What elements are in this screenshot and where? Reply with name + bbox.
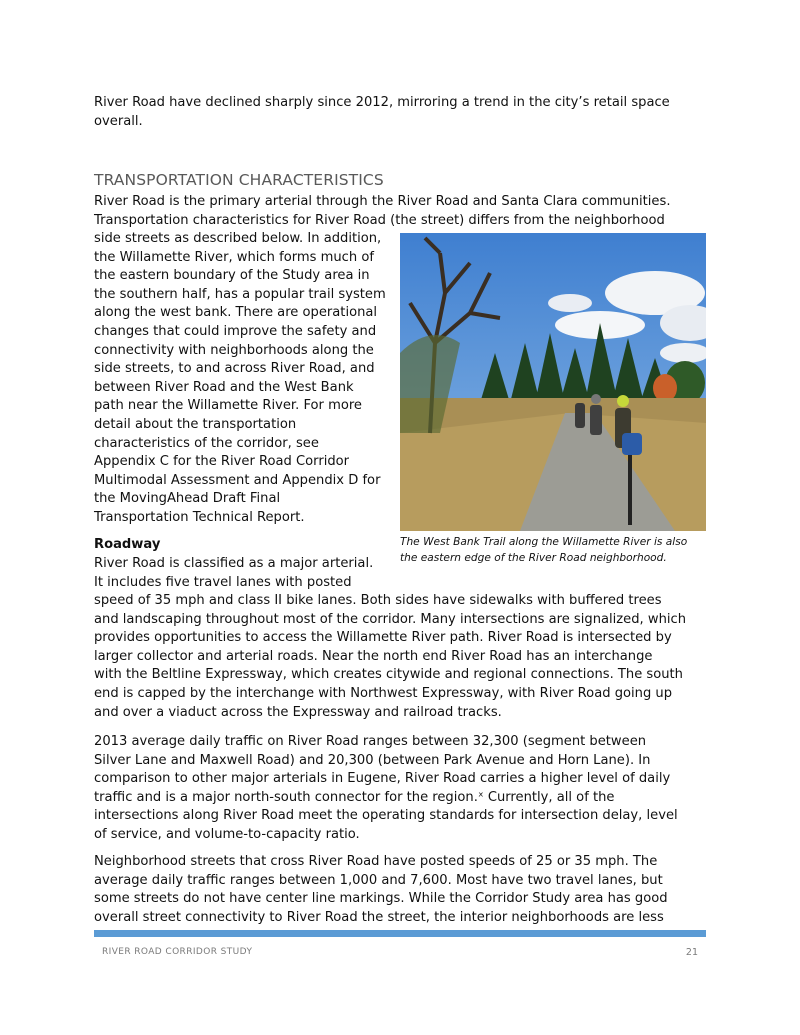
transport-paragraph-wrap: side streets as described below. In addition, the Willamette River, which forms much of the eastern boundary of the Study area in the southern half, has a popular trail system along the west bank. There are operational changes that could improve the safety and connectivity with neighborhoods along the side streets, to and across River Road, and between River Road and the West Bank path near the Willamette River. For more detail about the transportation characteristics of the corridor, see Appendix C for the River Road Corridor Multimodal Assessment and Appendix D for the MovingAhead Draft Final Transportation Technical Report. — [94, 231, 386, 525]
intro-paragraph: River Road have declined sharply since 2012, mirroring a trend in the city’s retail space overall. — [94, 95, 670, 129]
roadway-paragraph-wrap: River Road is classified as a major arterial. It includes five travel lanes with posted — [94, 556, 374, 590]
section-heading: TRANSPORTATION CHARACTERISTICS — [94, 171, 384, 189]
page-number: 21 — [685, 947, 698, 958]
photo-caption: The West Bank Trail along the Willamette River is also the eastern edge of the River Road neighborhood. — [400, 536, 688, 564]
neighborhood-paragraph: Neighborhood streets that cross River Road have posted speeds of 25 or 35 mph. The average daily traffic ranges between 1,000 and 7,600. Most have two travel lanes, but some streets do not have center line markings. While the Corridor Study area has good overall street connectivity to River Road the street, the interior neighborhoods are less — [94, 854, 668, 925]
roadway-paragraph: speed of 35 mph and class II bike lanes. Both sides have sidewalks with buffered trees and landscaping throughout most of the corridor. Many intersections are signalized, which provides opportunities to access the Willamette River path. River Road is intersected by larger collector and arterial roads. Near the north end River Road has an interchange with the Beltline Expressway, which creates citywide and regional connections. The south end is capped by the interchange with Northwest Expressway, with River Road going up and over a viaduct across the Expressway and railroad tracks. — [94, 593, 687, 720]
trail-photo — [400, 233, 706, 531]
roadway-heading: Roadway — [94, 537, 161, 552]
transport-paragraph-lead: River Road is the primary arterial through the River Road and Santa Clara communities. Transportation characteristics for River Road (the street) differs from the neighborhood — [94, 194, 671, 228]
traffic-paragraph: 2013 average daily traffic on River Road ranges between 32,300 (segment between Silver Lane and Maxwell Road) and 20,300 (between Park Avenue and Horn Lane). In comparison to other major arterials in Eugene, River Road carries a higher level of daily traffic and is a major north-south connector for the region.ˣ Currently, all of the intersections along River Road meet the operating standards for intersection delay, level of service, and volume-to-capacity ratio. — [94, 734, 678, 842]
footer-rule — [94, 930, 706, 937]
footer-title: RIVER ROAD CORRIDOR STUDY — [102, 947, 253, 957]
